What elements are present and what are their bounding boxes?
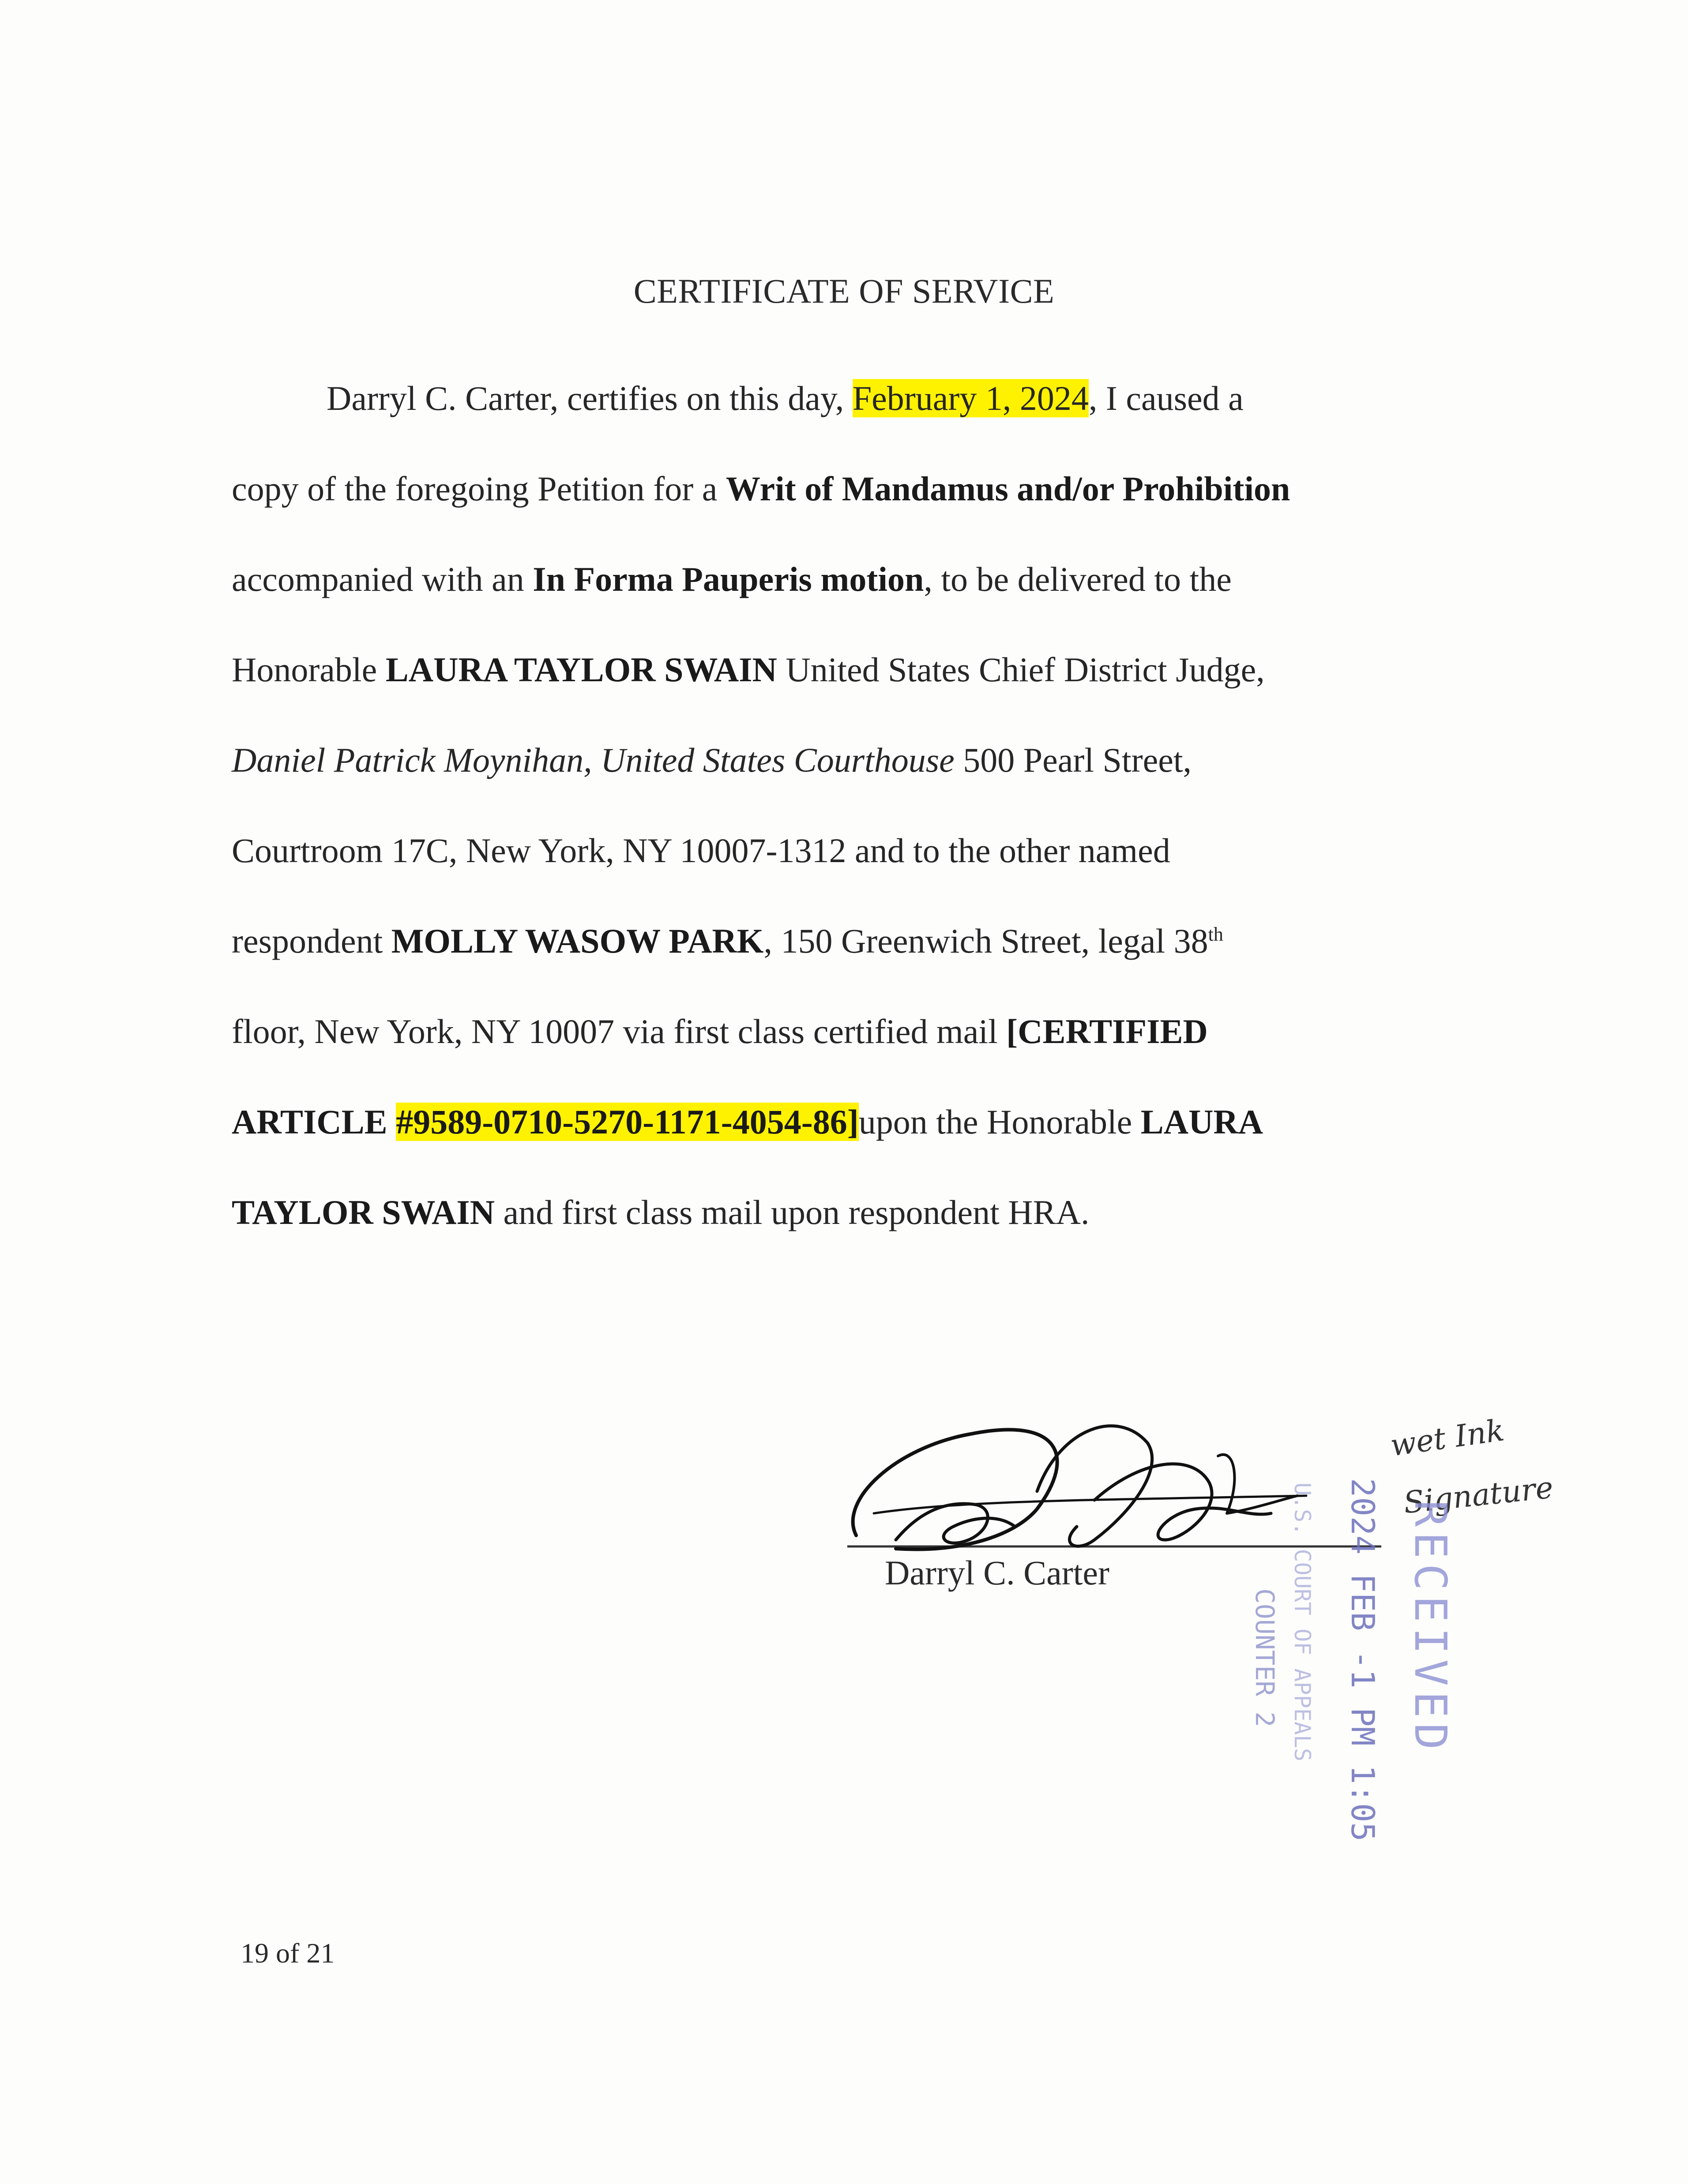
ordinal-suffix: th bbox=[1208, 923, 1223, 945]
body-line-1 bbox=[232, 353, 1459, 443]
body-text-span: accompanied with an bbox=[232, 560, 533, 598]
body-text-span: copy of the foregoing Petition for a bbox=[232, 469, 726, 508]
stamp-office: U.S. COURT OF APPEALS bbox=[1289, 1482, 1315, 1762]
body-text-span: United States Chief District Judge, bbox=[777, 650, 1265, 689]
body-text-span: , 150 Greenwich Street, legal 38 bbox=[763, 922, 1208, 960]
judge-name: LAURA TAYLOR SWAIN bbox=[385, 650, 777, 689]
body-line-9 bbox=[232, 1077, 1459, 1167]
certificate-body bbox=[232, 353, 1459, 1257]
body-text-span: Darryl C. Carter, certifies on this day, bbox=[327, 379, 853, 417]
body-line-4 bbox=[232, 624, 1459, 715]
judge-name-first: LAURA bbox=[1140, 1103, 1263, 1141]
body-line-7 bbox=[232, 896, 1459, 986]
body-line-6 bbox=[232, 805, 1459, 896]
body-text-span: Courtroom 17C, New York, NY 10007-1312 and to the other named bbox=[232, 831, 1170, 870]
stamp-counter: COUNTER 2 bbox=[1250, 1588, 1280, 1727]
respondent-name: MOLLY WASOW PARK bbox=[391, 922, 764, 960]
courthouse-name: Daniel Patrick Moynihan, United States Courthouse bbox=[232, 741, 955, 779]
document-title: CERTIFICATE OF SERVICE bbox=[633, 272, 1055, 310]
writ-title: Writ of Mandamus and/or Prohibition bbox=[726, 469, 1290, 508]
body-text-span: and first class mail upon respondent HRA. bbox=[495, 1193, 1090, 1231]
signer-name: Darryl C. Carter bbox=[885, 1554, 1109, 1592]
body-line-3 bbox=[232, 534, 1459, 624]
stamp-date-time: 2024 FEB -1 PM 1:05 bbox=[1344, 1478, 1381, 1842]
motion-title: In Forma Pauperis motion bbox=[533, 560, 924, 598]
body-text-span: upon the Honorable bbox=[858, 1103, 1141, 1141]
body-line-8 bbox=[232, 986, 1459, 1077]
page-number: 19 of 21 bbox=[241, 1937, 335, 1969]
stamp-received: RECEIVED bbox=[1405, 1500, 1456, 1755]
body-line-2 bbox=[232, 443, 1459, 534]
body-text-span: , to be delivered to the bbox=[924, 560, 1232, 598]
article-label: ARTICLE bbox=[232, 1103, 396, 1141]
highlighted-date: February 1, 2024 bbox=[852, 379, 1089, 417]
body-text-span: floor, New York, NY 10007 via first class certified mail bbox=[232, 1012, 1007, 1051]
body-line-5 bbox=[232, 715, 1459, 805]
highlighted-article-number: #9589-0710-5270-1171-4054-86] bbox=[396, 1103, 859, 1141]
signature-block bbox=[830, 1368, 1580, 1853]
body-text-span: respondent bbox=[232, 922, 391, 960]
judge-name-rest: TAYLOR SWAIN bbox=[232, 1193, 495, 1231]
body-text-span: , I caused a bbox=[1088, 379, 1244, 417]
handwritten-note-line2: Signature bbox=[1402, 1470, 1555, 1521]
body-line-10 bbox=[232, 1167, 1459, 1257]
body-text-span: Honorable bbox=[232, 650, 386, 689]
certified-label: [CERTIFIED bbox=[1006, 1012, 1208, 1051]
handwritten-note-line1: wet Ink bbox=[1388, 1413, 1507, 1464]
body-text-span: 500 Pearl Street, bbox=[954, 741, 1192, 779]
